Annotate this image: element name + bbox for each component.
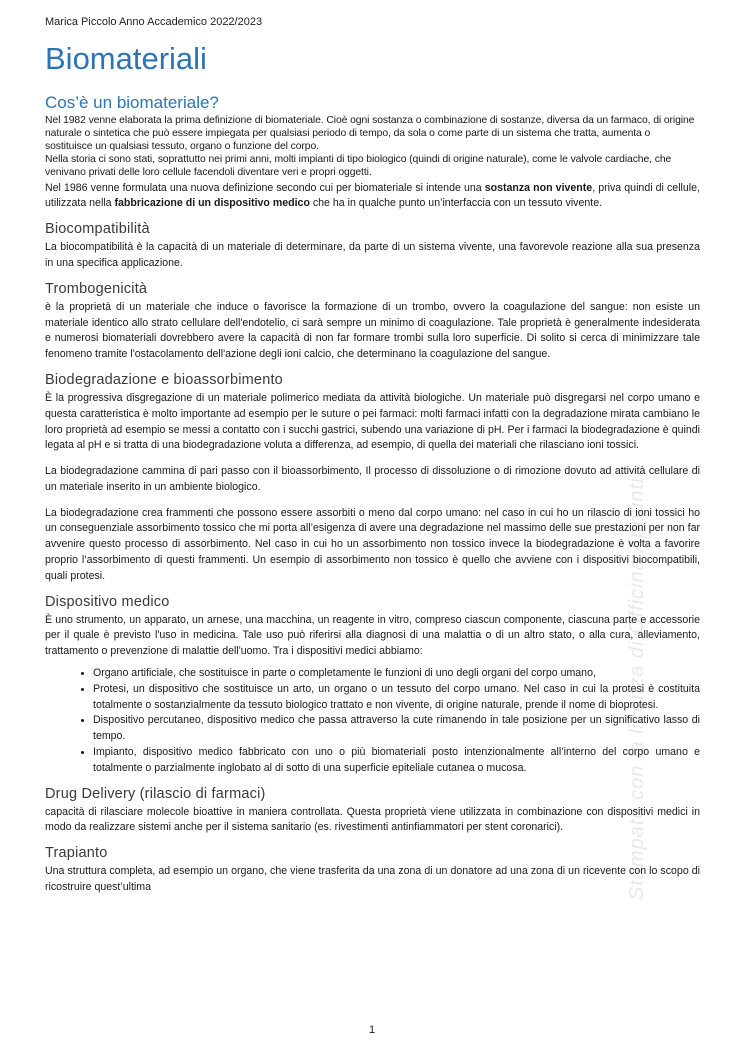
subheading-biocompatibilita: Biocompatibilità	[45, 221, 150, 238]
paragraph-definition-1986	[45, 181, 700, 213]
page-number: 1	[368, 1024, 376, 1036]
bold-term: fabbricazione di un dispositivo medico	[114, 197, 310, 210]
paragraph-biodegradazione-1: È la progressiva disgregazione di un materiale polimerico mediata da attività biologiche. Un materiale può disgregarsi nel corpo umano e questa caratteristica è molto importante ad esempio per le suture o pei farmaci: molti farmaci infatti con la degradazione mirata cambiano le loro proprietà ad esempio se messi a contatto con i succhi gastrici, subendo una variazione di pH. Per i farmaci la biodegradazione è quindi legata al pH e si tratta di una biodegradazione voluta a differenza, ad esempio, di quella dei materiali che rilasciano ioni tossici.	[45, 391, 700, 452]
list-item: • Dispositivo percutaneo, dispositivo medico che passa attraverso la cute rimanendo in tale posizione per un significativo lasso di tempo.	[93, 713, 700, 745]
paragraph-definition-1982: Nel 1982 venne elaborata la prima definizione di biomateriale. Cioè ogni sostanza o combinazione di sostanze, diversa da un farmaco, di origine naturale o sintetica che può essere impiegata per qualsiasi periodo di tempo, da sola o come parte di un sistema che tratta, aumenta o sostituisce un qualsiasi tessuto, organo o funzione del corpo.	[45, 115, 695, 152]
paragraph-history: Nella storia ci sono stati, soprattutto nei primi anni, molti impianti di tipo biologico (quindi di origine naturale), come le valvole cardiache, che venivano privati delle loro cellule facendoli diventare veri e propri oggetti.	[45, 153, 672, 178]
page-header: Marica Piccolo Anno Accademico 2022/2023	[45, 16, 263, 28]
paragraph-dispositivo-medico: È uno strumento, un apparato, un arnese, una macchina, un reagente in vitro, compreso ciascun componente, ciascuna parte e accessorie per il quale è previsto l'uso in medicina. Tale uso può riferirsi alla diagnosi di una malattia o di un altro stato, o alla cura, alleviamento, trattamento o prevenzione di malattie dell'uomo. Tra i dispositivi medici abbiamo:	[45, 613, 700, 658]
subheading-dispositivo-medico: Dispositivo medico	[45, 593, 170, 610]
subheading-trapianto: Trapianto	[45, 845, 108, 862]
watermark-text: Stampato con la licenza di Officina Appunti	[626, 477, 648, 900]
subheading-trombogenicita: Trombogenicità	[45, 280, 148, 297]
subheading-biodegradazione: Biodegradazione e bioassorbimento	[45, 371, 283, 388]
paragraph-biocompatibilita: La biocompatibilità è la capacità di un materiale di determinare, da parte di un sistema vivente, una favorevole reazione alla sua presenza in una specifica applicazione.	[45, 241, 700, 269]
paragraph-trombogenicita: è la proprietà di un materiale che induce o favorisce la formazione di un trombo, ovvero la coagulazione del sangue: non esiste un materiale identico allo strato cellulare dell'endotelio, ci sarà sempre un minimo di coagulazione. Tale proprietà è generalmente indesiderata e numerosi biomateriali dovrebbero avere la capacità di non far formare trombi sulla loro superficie. Di solito si cerca di minimizzare tale fenomeno tramite l'ostacolamento dell'azione degli ioni calcio, che determinano la coagulazione del sangue.	[45, 300, 700, 361]
bold-term: sostanza non vivente	[484, 181, 593, 194]
text-run: Nel 1986 venne formulata una nuova definizione secondo cui per biomateriale si intende una	[45, 181, 485, 194]
paragraph-biodegradazione-2: La biodegradazione cammina di pari passo con il bioassorbimento, Il processo di dissoluzione o di rimozione dovuto ad attività cellulare di un materiale inserito in un ambiente biologico.	[45, 465, 700, 493]
section-heading-biomateriale: Cos’è un biomateriale?	[45, 93, 219, 112]
document-title: Biomateriali	[45, 41, 207, 76]
paragraph-drug-delivery: capacità di rilasciare molecole bioattive in maniera controllata. Questa proprietà viene utilizzata in combinazione con dispositivi medici in modo da realizzare sistemi anche per il sistema sanitario (es. rivestimenti antinfiammatori per stent coronarici).	[45, 805, 700, 834]
text-run: , priva quindi di cellule, utilizzata nella	[45, 181, 700, 210]
subheading-drug-delivery: Drug Delivery (rilascio di farmaci)	[45, 785, 266, 802]
list-item: • Impianto, dispositivo medico fabbricato con uno o più biomateriali posto intenzionalmente all’interno del corpo umano e totalmente o parzialmente inglobato al di sotto di una superficie epiteliale cutanea o mucosa.	[93, 745, 700, 777]
list-item: • Organo artificiale, che sostituisce in parte o completamente le funzioni di uno degli organi del corpo umano,	[93, 666, 700, 682]
document-page	[45, 14, 700, 896]
list-item: • Protesi, un dispositivo che sostituisce un arto, un organo o un tessuto del corpo umano. Nel caso in cui la protesi è costituita totalmente o sostanzialmente da tessuto biologico trattato e non vivente, di origine naturale, prende il nome di bioprotesi.	[93, 682, 700, 714]
text-run: che ha in qualche punto un’interfaccia con un tessuto vivente.	[309, 197, 603, 210]
device-list	[45, 666, 700, 777]
paragraph-biodegradazione-3: La biodegradazione crea frammenti che possono essere assorbiti o meno dal corpo umano: nel caso in cui ho un rilascio di ioni tossici ho un conseguenziale assorbimento tossico che mi porta all’esigenza di avere una degradazione nel massimo delle sue prestazioni per non far avvenire questo processo di assorbimento. Nel caso in cui ho un assorbimento non tossico invece la biodegradazione è volta a favorire proprio l’assorbimento di questi frammenti. Un esempio di assorbimento non tossico è quello che avviene con i dispositivi biocompatibili, quali protesi.	[45, 506, 700, 582]
paragraph-trapianto: Una struttura completa, ad esempio un organo, che viene trasferita da una zona di un donatore ad una zona di un ricevente con lo scopo di ricostruire quest’ultima	[45, 865, 700, 894]
